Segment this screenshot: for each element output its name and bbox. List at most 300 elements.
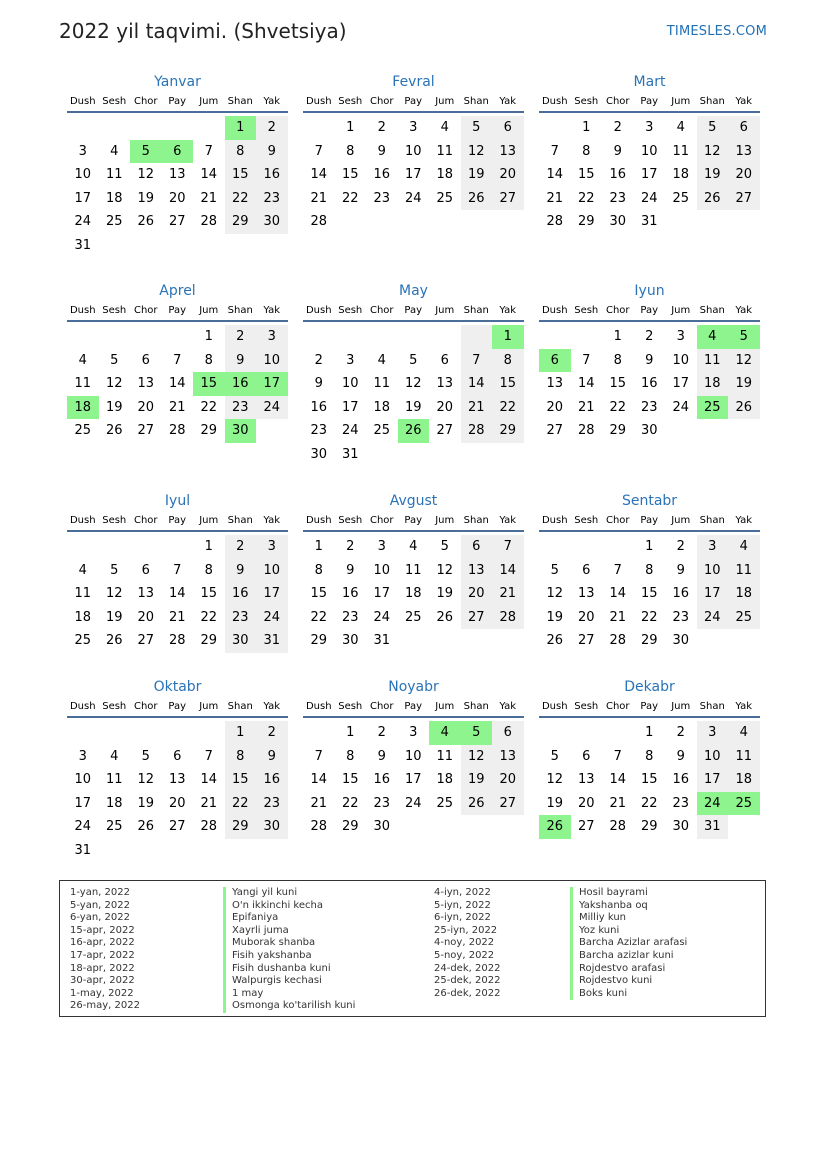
week-row [539, 140, 760, 164]
day-cell: 7 [204, 143, 213, 159]
holiday-day-cell: 5 [461, 721, 493, 745]
week-row [539, 559, 760, 583]
month-noyabr [303, 677, 524, 839]
empty-cell [225, 234, 257, 258]
empty-cell [67, 721, 99, 745]
month-days [67, 325, 288, 443]
weekday-label: Jum [435, 515, 455, 526]
month-yanvar [67, 72, 288, 258]
site-link[interactable]: TIMESLES.COM [666, 24, 767, 39]
empty-cell [162, 721, 194, 745]
legend-dates-left [70, 887, 140, 1013]
weekday-label: Yak [499, 701, 517, 712]
day-cell: 24 [640, 190, 658, 206]
day-cell: 10 [404, 143, 422, 159]
legend-holiday-name: Milliy kun [570, 912, 687, 925]
day-cell: 2 [377, 725, 386, 740]
empty-cell [398, 443, 430, 467]
week-row [303, 629, 524, 653]
day-cell: 6 [728, 116, 760, 140]
month-name: Sentabr [621, 493, 678, 509]
weekday-label: Sesh [102, 701, 127, 712]
day-cell: 14 [310, 167, 328, 183]
day-cell: 9 [256, 140, 288, 164]
day-cell: 10 [74, 772, 92, 788]
day-cell: 17 [74, 795, 92, 811]
legend-holiday-name: Fisih yakshanba [223, 950, 355, 963]
week-row [67, 163, 288, 187]
legend-date: 16-apr, 2022 [70, 937, 135, 949]
day-cell: 4 [78, 352, 87, 368]
day-cell: 27 [168, 819, 186, 835]
day-cell: 14 [577, 376, 595, 392]
week-row [67, 582, 288, 606]
weekday-label: Shan [463, 701, 489, 712]
week-row [303, 163, 524, 187]
day-cell: 10 [697, 745, 729, 769]
week-row [67, 768, 288, 792]
week-row [539, 349, 760, 373]
day-cell: 25 [436, 190, 454, 206]
day-cell: 3 [377, 539, 386, 554]
day-cell: 28 [492, 606, 524, 630]
day-cell: 27 [461, 606, 493, 630]
day-cell: 4 [728, 721, 760, 745]
month-name: May [399, 283, 428, 299]
week-row [303, 325, 524, 349]
legend-dates-right [434, 887, 500, 1000]
weekday-label: Dush [305, 515, 332, 526]
day-cell: 14 [168, 376, 186, 392]
weekday-label: Dush [305, 96, 332, 107]
day-cell: 11 [697, 349, 729, 373]
weekday-label: Dush [69, 96, 96, 107]
weekday-label: Jum [199, 701, 219, 712]
weekday-label: Chor [133, 96, 158, 107]
weekday-label: Dush [69, 305, 96, 316]
day-cell: 12 [461, 140, 493, 164]
empty-cell [398, 325, 430, 349]
weekday-label: Sesh [102, 305, 127, 316]
day-cell: 10 [672, 352, 690, 368]
week-row [303, 535, 524, 559]
day-cell: 17 [373, 586, 391, 602]
week-row [539, 629, 760, 653]
day-cell: 20 [492, 163, 524, 187]
day-cell: 17 [697, 582, 729, 606]
empty-cell [571, 535, 603, 559]
day-cell: 27 [436, 423, 454, 439]
day-cell: 16 [640, 376, 658, 392]
day-cell: 31 [640, 214, 658, 230]
day-cell: 23 [373, 190, 391, 206]
day-cell: 23 [225, 396, 257, 420]
weekday-label: Sesh [574, 515, 599, 526]
day-cell: 29 [200, 633, 218, 649]
empty-cell [665, 210, 697, 234]
day-cell: 18 [697, 372, 729, 396]
day-cell: 22 [225, 187, 257, 211]
day-cell: 10 [256, 559, 288, 583]
day-cell: 9 [346, 562, 355, 578]
day-cell: 1 [645, 539, 654, 554]
day-cell: 15 [341, 772, 359, 788]
empty-cell [99, 116, 131, 140]
day-cell: 6 [141, 562, 150, 578]
day-cell: 24 [74, 819, 92, 835]
week-row [303, 210, 524, 234]
day-cell: 2 [225, 325, 257, 349]
day-cell: 6 [492, 116, 524, 140]
day-cell: 15 [640, 586, 658, 602]
empty-cell [398, 629, 430, 653]
weekday-label: Yak [263, 515, 281, 526]
week-row [303, 582, 524, 606]
week-row [539, 768, 760, 792]
legend-date: 1-may, 2022 [70, 987, 134, 999]
week-row [539, 815, 760, 839]
day-cell: 10 [341, 376, 359, 392]
empty-cell [728, 210, 760, 234]
weekday-label: Shan [463, 515, 489, 526]
day-cell: 2 [256, 721, 288, 745]
week-row [539, 745, 760, 769]
day-cell: 6 [582, 748, 591, 764]
legend-names-right [570, 887, 687, 1000]
day-cell: 30 [341, 633, 359, 649]
day-cell: 12 [436, 562, 454, 578]
day-cell: 11 [728, 745, 760, 769]
day-cell: 30 [672, 819, 690, 835]
weekday-label: Shan [227, 515, 253, 526]
day-cell: 31 [373, 633, 391, 649]
day-cell: 22 [492, 396, 524, 420]
day-cell: 21 [546, 190, 564, 206]
weekday-label: Jum [671, 515, 691, 526]
day-cell: 4 [110, 143, 119, 159]
empty-cell [492, 815, 524, 839]
day-cell: 9 [613, 143, 622, 159]
weekday-label: Jum [435, 96, 455, 107]
day-cell: 2 [613, 120, 622, 135]
week-row [67, 234, 288, 258]
day-cell: 15 [492, 372, 524, 396]
weekday-label: Shan [227, 305, 253, 316]
month-days [67, 116, 288, 258]
week-row [539, 721, 760, 745]
empty-cell [602, 721, 634, 745]
day-cell: 16 [310, 399, 328, 415]
week-row [67, 815, 288, 839]
day-cell: 25 [74, 633, 92, 649]
day-cell: 22 [225, 792, 257, 816]
day-cell: 27 [577, 633, 595, 649]
day-cell: 22 [341, 190, 359, 206]
holiday-day-cell: 4 [429, 721, 461, 745]
empty-cell [461, 815, 493, 839]
day-cell: 1 [225, 721, 257, 745]
day-cell: 19 [105, 609, 123, 625]
day-cell: 30 [256, 210, 288, 234]
legend-date: 18-apr, 2022 [70, 962, 135, 974]
day-cell: 1 [204, 539, 213, 554]
day-cell: 10 [256, 349, 288, 373]
weekday-label: Jum [435, 701, 455, 712]
holiday-day-cell: 6 [162, 140, 194, 164]
legend-date: 25-iyn, 2022 [434, 924, 498, 936]
day-cell: 8 [346, 748, 355, 764]
day-cell: 20 [137, 399, 155, 415]
day-cell: 21 [609, 795, 627, 811]
week-row [67, 792, 288, 816]
empty-cell [162, 839, 194, 863]
day-cell: 21 [200, 190, 218, 206]
weekday-label: Yak [735, 96, 753, 107]
week-row [67, 419, 288, 443]
month-days [303, 535, 524, 653]
weekday-header [67, 699, 288, 718]
day-cell: 26 [436, 609, 454, 625]
day-cell: 26 [461, 187, 493, 211]
day-cell: 11 [672, 143, 690, 159]
holiday-day-cell: 16 [225, 372, 257, 396]
day-cell: 13 [577, 586, 595, 602]
day-cell: 3 [697, 535, 729, 559]
weekday-label: Sesh [338, 96, 363, 107]
weekday-label: Dush [69, 701, 96, 712]
empty-cell [429, 325, 461, 349]
weekday-header [539, 94, 760, 113]
holiday-day-cell: 15 [193, 372, 225, 396]
empty-cell [697, 210, 729, 234]
weekday-label: Yak [499, 515, 517, 526]
weekday-label: Pay [168, 515, 187, 526]
legend-holiday-name: Hosil bayrami [570, 887, 687, 900]
day-cell: 14 [492, 559, 524, 583]
weekday-label: Pay [404, 701, 423, 712]
day-cell: 24 [404, 190, 422, 206]
day-cell: 20 [577, 609, 595, 625]
empty-cell [728, 815, 760, 839]
day-cell: 8 [225, 745, 257, 769]
month-days [539, 721, 760, 839]
day-cell: 2 [377, 120, 386, 135]
month-name: Yanvar [154, 74, 201, 90]
day-cell: 7 [550, 143, 559, 159]
day-cell: 18 [436, 167, 454, 183]
legend-date: 4-noy, 2022 [434, 937, 495, 949]
legend-holiday-name: Yakshanba oq [570, 900, 687, 913]
month-name: Aprel [159, 283, 196, 299]
weekday-label: Dush [541, 96, 568, 107]
day-cell: 16 [373, 167, 391, 183]
holiday-legend [59, 880, 766, 1017]
day-cell: 22 [341, 795, 359, 811]
day-cell: 20 [546, 399, 564, 415]
day-cell: 13 [492, 140, 524, 164]
week-row [67, 349, 288, 373]
day-cell: 24 [697, 606, 729, 630]
day-cell: 11 [74, 376, 92, 392]
empty-cell [67, 116, 99, 140]
day-cell: 21 [577, 399, 595, 415]
weekday-label: Shan [227, 701, 253, 712]
day-cell: 9 [676, 562, 685, 578]
day-cell: 13 [577, 772, 595, 788]
day-cell: 11 [728, 559, 760, 583]
day-cell: 12 [105, 376, 123, 392]
holiday-day-cell: 25 [728, 792, 760, 816]
day-cell: 12 [697, 140, 729, 164]
day-cell: 30 [256, 815, 288, 839]
day-cell: 16 [341, 586, 359, 602]
week-row [539, 606, 760, 630]
day-cell: 20 [137, 609, 155, 625]
day-cell: 13 [137, 376, 155, 392]
legend-date: 5-noy, 2022 [434, 949, 495, 961]
empty-cell [461, 210, 493, 234]
day-cell: 21 [310, 795, 328, 811]
day-cell: 22 [310, 609, 328, 625]
weekday-label: Chor [133, 515, 158, 526]
weekday-label: Pay [640, 701, 659, 712]
day-cell: 11 [105, 772, 123, 788]
day-cell: 9 [645, 352, 654, 368]
day-cell: 25 [74, 423, 92, 439]
empty-cell [193, 116, 225, 140]
weekday-label: Shan [699, 701, 725, 712]
weekday-label: Chor [133, 701, 158, 712]
day-cell: 26 [105, 633, 123, 649]
weekday-label: Shan [463, 305, 489, 316]
day-cell: 31 [256, 629, 288, 653]
day-cell: 21 [168, 609, 186, 625]
day-cell: 5 [440, 539, 449, 554]
day-cell: 14 [461, 372, 493, 396]
holiday-day-cell: 6 [539, 349, 571, 373]
day-cell: 20 [461, 582, 493, 606]
legend-date: 6-iyn, 2022 [434, 912, 491, 924]
month-dekabr [539, 677, 760, 839]
weekday-label: Sesh [574, 96, 599, 107]
day-cell: 25 [672, 190, 690, 206]
empty-cell [130, 535, 162, 559]
weekday-label: Chor [605, 305, 630, 316]
day-cell: 23 [672, 795, 690, 811]
legend-holiday-name: Yoz kuni [570, 925, 687, 938]
holiday-day-cell: 5 [130, 140, 162, 164]
day-cell: 28 [310, 214, 328, 230]
week-row [303, 443, 524, 467]
day-cell: 18 [436, 772, 454, 788]
day-cell: 29 [640, 633, 658, 649]
day-cell: 19 [697, 163, 729, 187]
month-days [539, 535, 760, 653]
empty-cell [461, 325, 493, 349]
legend-date: 24-dek, 2022 [434, 962, 501, 974]
day-cell: 18 [404, 586, 422, 602]
weekday-label: Sesh [338, 515, 363, 526]
day-cell: 9 [314, 376, 323, 392]
empty-cell [429, 210, 461, 234]
day-cell: 17 [697, 768, 729, 792]
day-cell: 23 [640, 399, 658, 415]
weekday-header [539, 513, 760, 532]
month-may [303, 281, 524, 467]
day-cell: 20 [168, 795, 186, 811]
day-cell: 3 [676, 329, 685, 344]
weekday-label: Yak [263, 305, 281, 316]
day-cell: 5 [550, 748, 559, 764]
week-row [67, 629, 288, 653]
day-cell: 1 [613, 329, 622, 344]
day-cell: 2 [676, 725, 685, 740]
week-row [303, 419, 524, 443]
week-row [67, 210, 288, 234]
week-row [67, 721, 288, 745]
day-cell: 21 [609, 609, 627, 625]
month-days [67, 535, 288, 653]
day-cell: 11 [105, 167, 123, 183]
day-cell: 17 [404, 167, 422, 183]
day-cell: 8 [204, 562, 213, 578]
weekday-label: Sesh [102, 96, 127, 107]
day-cell: 10 [74, 167, 92, 183]
day-cell: 4 [78, 562, 87, 578]
empty-cell [256, 234, 288, 258]
day-cell: 8 [582, 143, 591, 159]
day-cell: 30 [640, 423, 658, 439]
day-cell: 18 [74, 609, 92, 625]
day-cell: 13 [492, 745, 524, 769]
weekday-label: Pay [640, 96, 659, 107]
day-cell: 5 [110, 562, 119, 578]
month-name: Iyul [164, 493, 191, 509]
day-cell: 28 [310, 819, 328, 835]
empty-cell [99, 325, 131, 349]
day-cell: 7 [314, 143, 323, 159]
weekday-label: Pay [404, 515, 423, 526]
day-cell: 6 [173, 748, 182, 764]
day-cell: 2 [314, 352, 323, 368]
week-row [67, 140, 288, 164]
day-cell: 8 [645, 748, 654, 764]
day-cell: 25 [105, 819, 123, 835]
week-row [67, 839, 288, 863]
day-cell: 14 [609, 586, 627, 602]
day-cell: 7 [173, 352, 182, 368]
month-name: Oktabr [153, 679, 202, 695]
weekday-header [539, 303, 760, 322]
month-name: Noyabr [388, 679, 439, 695]
day-cell: 12 [546, 586, 564, 602]
weekday-header [303, 513, 524, 532]
legend-date: 5-iyn, 2022 [434, 899, 491, 911]
day-cell: 7 [582, 352, 591, 368]
day-cell: 6 [582, 562, 591, 578]
legend-holiday-name: Walpurgis kechasi [223, 975, 355, 988]
day-cell: 19 [404, 399, 422, 415]
day-cell: 14 [168, 586, 186, 602]
weekday-label: Chor [133, 305, 158, 316]
weekday-label: Pay [404, 305, 423, 316]
week-row [539, 792, 760, 816]
day-cell: 5 [461, 116, 493, 140]
day-cell: 31 [74, 842, 92, 858]
weekday-label: Dush [305, 305, 332, 316]
weekday-label: Shan [699, 96, 725, 107]
legend-holiday-name: Xayrli juma [223, 925, 355, 938]
